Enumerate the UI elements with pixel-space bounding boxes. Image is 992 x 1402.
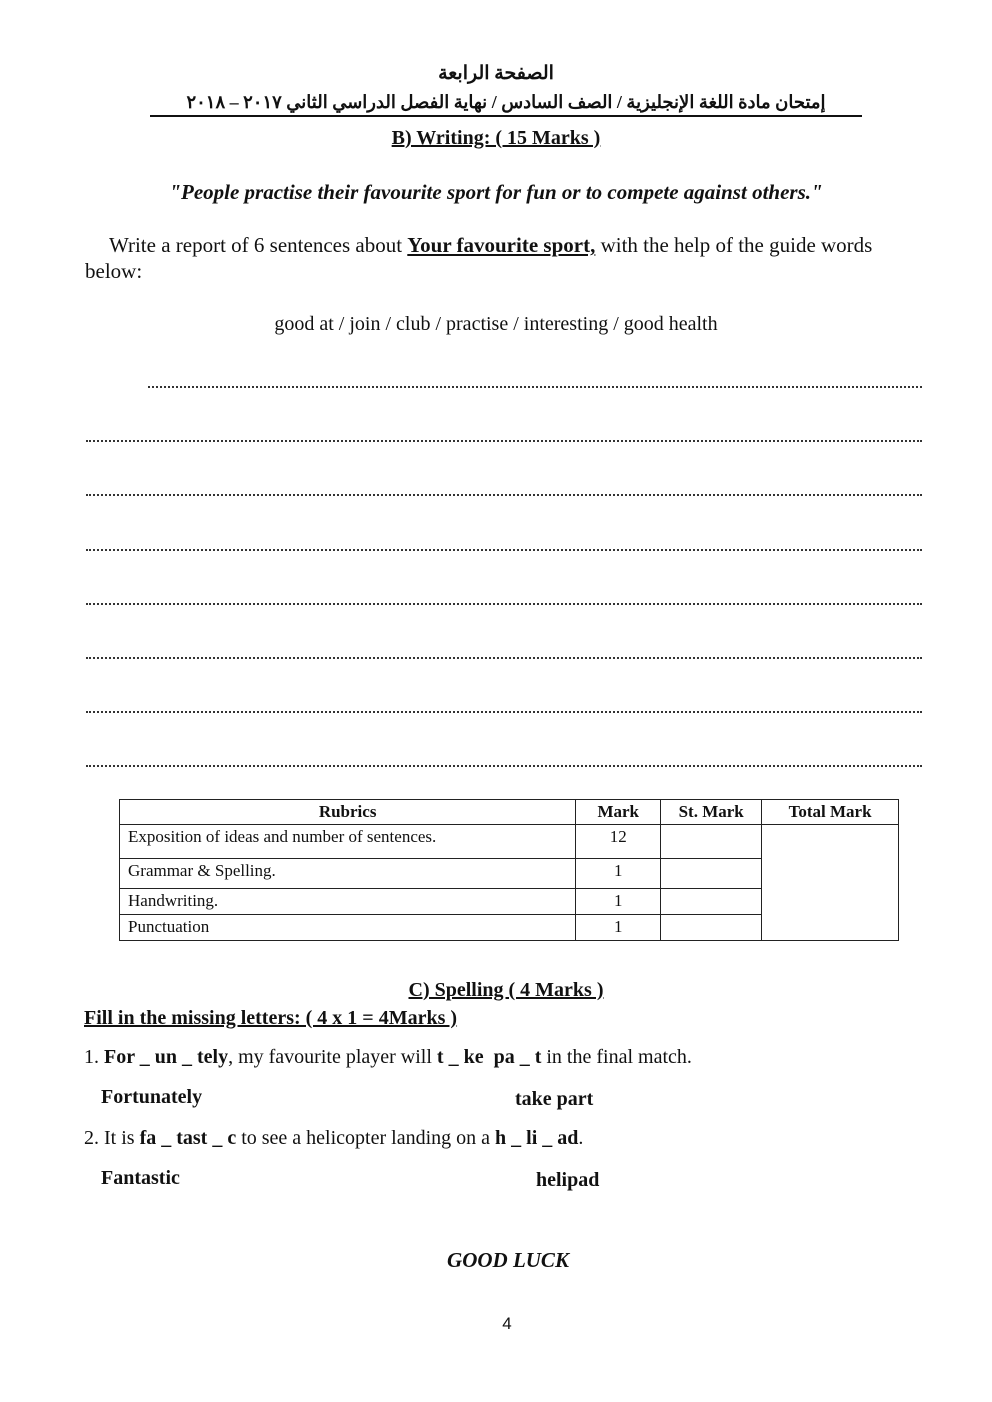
writing-line[interactable] [86,765,922,767]
instruction-text-pre: Write a report of 6 sentences about [109,233,408,257]
arabic-exam-subtitle: إمتحان مادة اللغة الإنجليزية / الصف السادس / نهاية الفصل الدراسي الثاني ٢٠١٧ – ٢٠١٨ [150,92,862,117]
rubric-cell: Grammar & Spelling. [120,859,576,889]
rubric-cell: Punctuation [120,915,576,941]
answer-word: helipad [536,1169,600,1191]
missing-letters-word: t _ ke [436,1046,484,1068]
page-number: 4 [502,1314,512,1333]
missing-letters-word: For _ un _ tely [104,1046,229,1068]
writing-line[interactable] [148,386,922,388]
student-mark-cell[interactable] [661,889,762,915]
rubric-cell: Exposition of ideas and number of sentences. [120,825,576,859]
good-luck-text: GOOD LUCK [447,1248,569,1272]
missing-letters-word: fa _ tast _ c [139,1127,237,1149]
mark-cell: 1 [576,889,661,915]
question-text: to see a helicopter landing on a [236,1127,496,1149]
question-text: It is [99,1127,140,1149]
rubrics-header-row [120,800,899,825]
question-text: in the final match. [541,1046,692,1068]
answer-word: Fortunately [101,1086,203,1108]
question-text: . [578,1127,584,1149]
writing-section-title: B) Writing: ( 15 Marks ) [391,127,601,149]
writing-line[interactable] [86,711,922,713]
mark-cell: 12 [576,825,661,859]
guide-words: good at / join / club / practise / interesting / good health [274,313,718,335]
rubrics-table [119,799,899,941]
writing-instruction [85,232,915,284]
table-row [120,825,899,859]
answer-word: take part [515,1088,594,1110]
mark-cell: 1 [576,915,661,941]
mark-cell: 1 [576,859,661,889]
question-number: 2. [84,1127,99,1149]
spelling-section-title: C) Spelling ( 4 Marks ) [408,979,604,1001]
spelling-instruction: Fill in the missing letters: ( 4 x 1 = 4Marks ) [84,1007,458,1029]
rubrics-header: Rubrics [120,800,576,825]
writing-quote: "People practise their favourite sport for fun or to compete against others." [169,180,823,204]
student-mark-cell[interactable] [661,825,762,859]
question-number: 1. [84,1046,99,1068]
student-mark-cell[interactable] [661,859,762,889]
mark-header: Mark [576,800,661,825]
writing-line[interactable] [86,603,922,605]
instruction-topic: Your favourite sport, [407,233,596,257]
question-text: , my favourite player will [228,1046,437,1068]
total-mark-cell[interactable] [762,825,899,941]
student-mark-cell[interactable] [661,915,762,941]
rubric-cell: Handwriting. [120,889,576,915]
missing-letters-word: pa _ t [493,1046,542,1068]
spelling-question-2 [84,1127,583,1150]
writing-line[interactable] [86,549,922,551]
arabic-page-title: الصفحة الرابعة [438,63,554,84]
answer-word: Fantastic [101,1167,180,1189]
total-mark-header: Total Mark [762,800,899,825]
missing-letters-word: h _ li _ ad [495,1127,579,1149]
student-mark-header: St. Mark [661,800,762,825]
instruction-text-post: with the help of the guide words below: [85,233,873,283]
writing-line[interactable] [86,494,922,496]
writing-line[interactable] [86,657,922,659]
spelling-question-1 [84,1046,692,1069]
writing-line[interactable] [86,440,922,442]
